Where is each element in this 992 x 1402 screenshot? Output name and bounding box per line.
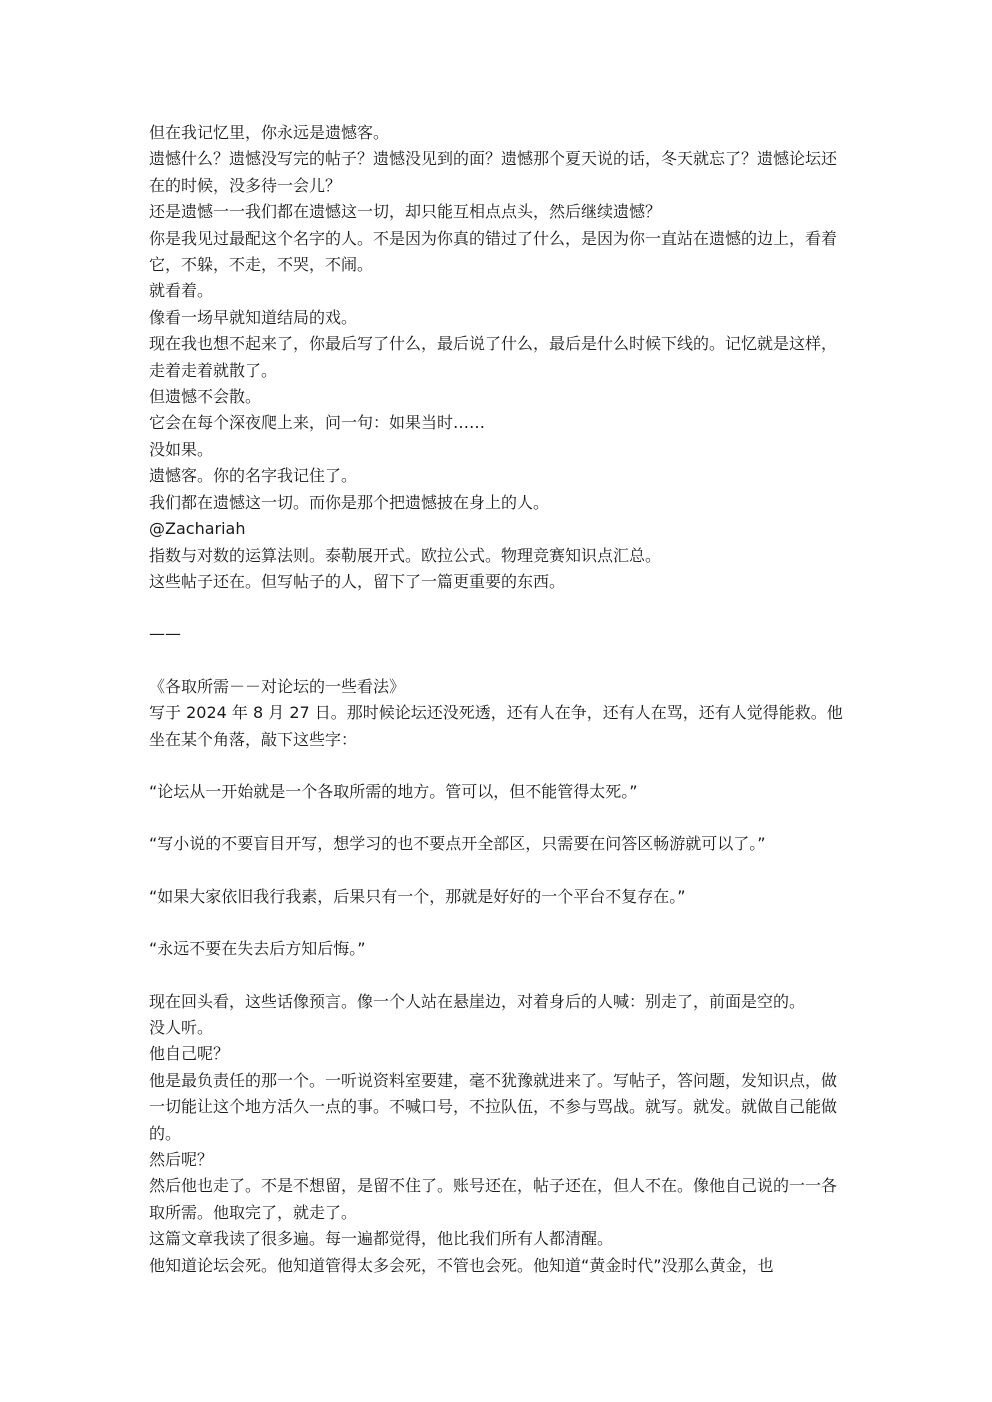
paragraph: 没人听。: [149, 1017, 214, 1037]
quote: “如果大家依旧我行我素，后果只有一个，那就是好好的一个平台不复存在。”: [149, 886, 686, 906]
spacer: [149, 648, 849, 674]
paragraph: 现在我也想不起来了，你最后写了什么，最后说了什么，最后是什么时候下线的。记忆就是这样，走着走着就散了。: [149, 334, 838, 380]
paragraph: 你是我见过最配这个名字的人。不是因为你真的错过了什么，是因为你一直站在遗憾的边上，看着它，不躲，不走，不哭，不闹。: [149, 228, 838, 275]
quote: “永远不要在失去后方知后悔。”: [149, 939, 366, 959]
paragraph: 指数与对数的运算法则。泰勒展开式。欧拉公式。物理竞赛知识点汇总。: [149, 545, 662, 565]
paragraph: 现在回头看，这些话像预言。像一个人站在悬崖边，对着身后的人喊：别走了，前面是空的。: [149, 991, 806, 1011]
spacer: [149, 910, 849, 936]
paragraph: 然后呢？: [149, 1150, 214, 1169]
paragraph: 这篇文章我读了很多遍。每一遍都觉得，他比我们所有人都清醒。: [149, 1229, 614, 1249]
section-divider: ——: [149, 624, 181, 644]
paragraph: 没如果。: [149, 439, 214, 459]
paragraph: 然后他也走了。不是不想留，是留不住了。账号还在，帖子还在，但人不在。像他自己说的一一各取所需。他取完了，就走了。: [149, 1176, 838, 1222]
paragraph: 像看一场早就知道结局的戏。: [149, 307, 358, 327]
paragraph: 就看着。: [149, 281, 214, 301]
paragraph: 他自己呢？: [149, 1044, 230, 1064]
spacer: [149, 595, 849, 621]
paragraph: 这些帖子还在。但写帖子的人，留下了一篇更重要的东西。: [149, 571, 566, 591]
paragraph: 它会在每个深夜爬上来，问一句：如果当时……: [149, 413, 486, 433]
paragraph: 还是遗憾一一我们都在遗憾这一切，却只能互相点点头，然后继续遗憾？: [149, 202, 662, 222]
username-mention: @Zachariah: [149, 519, 246, 539]
quote: “写小说的不要盲目开写，想学习的也不要点开全部区，只需要在问答区畅游就可以了。”: [149, 834, 766, 854]
paragraph: 但在我记忆里，你永远是遗憾客。: [149, 123, 390, 142]
article-title: 《各取所需－－对论坛的一些看法》: [149, 676, 406, 696]
spacer: [149, 805, 849, 831]
document-body: [149, 120, 849, 1279]
paragraph: 我们都在遗憾这一切。而你是那个把遗憾披在身上的人。: [149, 492, 550, 512]
spacer: [149, 858, 849, 884]
spacer: [149, 753, 849, 779]
paragraph: 他知道论坛会死。他知道管得太多会死，不管也会死。他知道“黄金时代”没那么黄金，也: [149, 1255, 774, 1275]
paragraph: 遗憾客。你的名字我记住了。: [149, 466, 358, 486]
paragraph: 遗憾什么？遗憾没写完的帖子？遗憾没见到的面？遗憾那个夏天说的话，冬天就忘了？遗憾论坛还在的时候，没多待一会儿？: [149, 149, 838, 195]
paragraph: 但遗憾不会散。: [149, 387, 262, 407]
quote: “论坛从一开始就是一个各取所需的地方。管可以，但不能管得太死。”: [149, 781, 638, 801]
spacer: [149, 963, 849, 989]
paragraph: 他是最负责任的那一个。一听说资料室要建，毫不犹豫就进来了。写帖子，答问题，发知识点，做一切能让这个地方活久一点的事。不喊口号，不拉队伍，不参与骂战。就写。就发。就做自己能做的。: [149, 1070, 838, 1143]
paragraph: 写于 2024 年 8 月 27 日。那时候论坛还没死透，还有人在争，还有人在骂，还有人觉得能救。他坐在某个角落，敲下这些字：: [149, 703, 843, 749]
